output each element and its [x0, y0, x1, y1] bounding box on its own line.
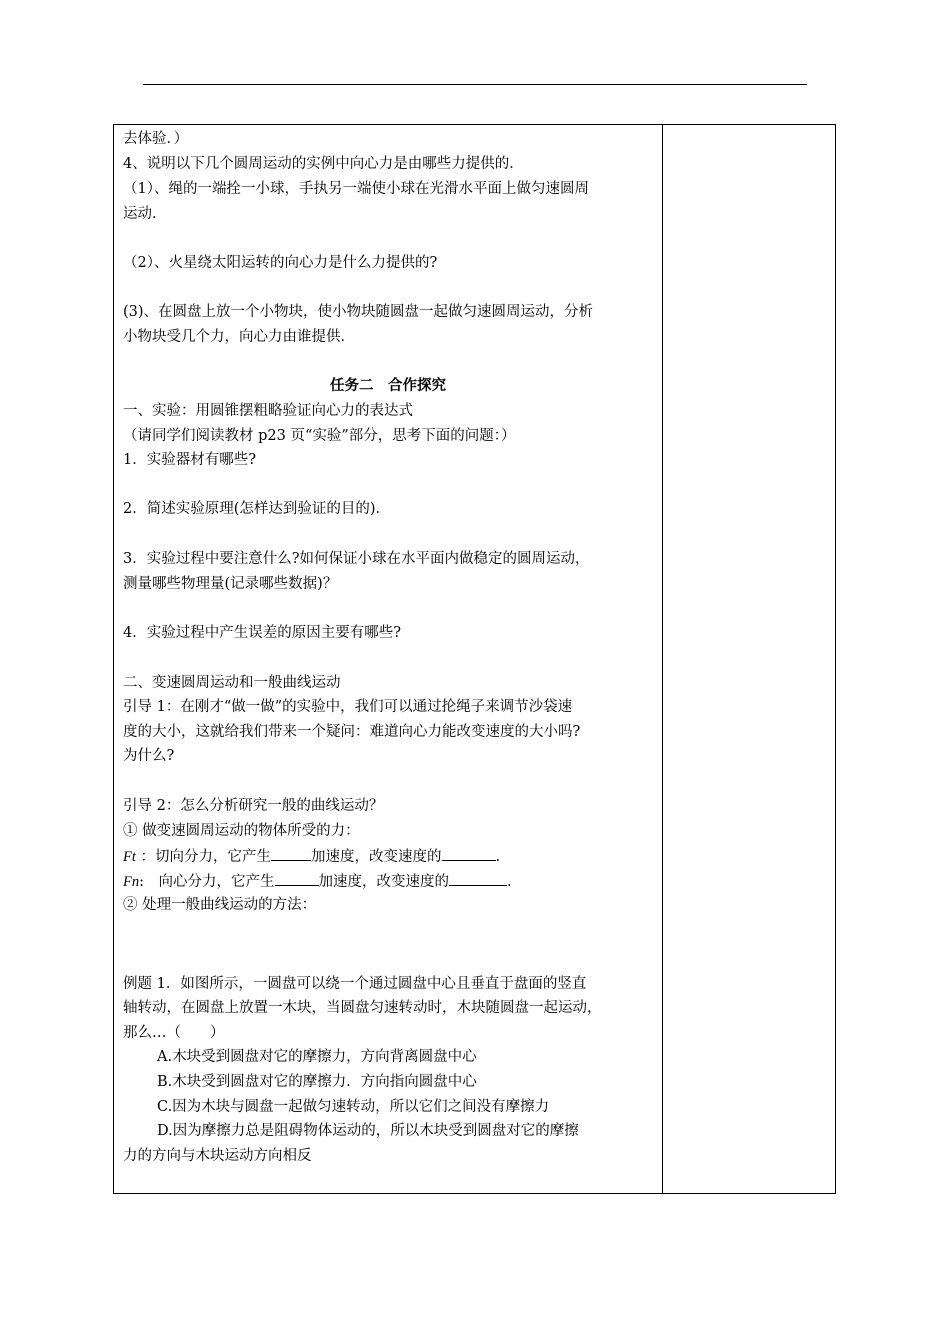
- fn-end: .: [507, 874, 512, 890]
- fn-blank-2[interactable]: [449, 871, 507, 886]
- ft-text-1: ：切向分力，它产生: [135, 849, 271, 865]
- question-4: 4、说明以下几个圆周运动的实例中向心力是由哪些力提供的．: [123, 156, 524, 172]
- example-1: 例题 1．如图所示，一圆盘可以绕一个通过圆盘中心且垂直于盘面的竖直: [123, 976, 587, 992]
- question-2: 2．简述实验原理(怎样达到验证的目的)．: [123, 501, 391, 517]
- text-line: 度的大小，这就给我们带来一个疑问：难道向心力能改变速度的大小吗?: [123, 724, 581, 740]
- question-1: 1．实验器材有哪些?: [123, 452, 256, 468]
- ft-text-2: 加速度，改变速度的: [311, 849, 442, 865]
- ft-symbol: Ft: [123, 849, 136, 865]
- ft-blank-1[interactable]: [271, 846, 311, 861]
- text-line: 为什么?: [123, 748, 175, 764]
- text-line: 力的方向与木块运动方向相反: [123, 1148, 312, 1164]
- text-line: 小物块受几个力，向心力由谁提供．: [123, 329, 355, 345]
- ft-line: [123, 846, 500, 867]
- header-rule: [143, 84, 807, 85]
- text-line: 去体验．）: [123, 131, 189, 147]
- subsection-heading: 二、变速圆周运动和一般曲线运动: [123, 675, 341, 691]
- text-line: 测量哪些物理量(记录哪些数据)？: [123, 576, 338, 592]
- fn-symbol: Fn: [123, 874, 140, 890]
- item-2: ② 处理一般曲线运动的方法：: [123, 897, 317, 913]
- option-c: C.因为木块与圆盘一起做匀速转动，所以它们之间没有摩擦力: [157, 1099, 550, 1115]
- text-line: 轴转动，在圆盘上放置一木块，当圆盘匀速转动时，木块随圆盘一起运动，: [123, 1000, 602, 1016]
- fn-blank-1[interactable]: [275, 871, 319, 886]
- text-line: 运动．: [123, 206, 167, 222]
- subsection-heading: 一、实验：用圆锥摆粗略验证向心力的表达式: [123, 403, 413, 419]
- worksheet-table: [113, 124, 836, 1194]
- fn-text-2: 加速度，改变速度的: [318, 874, 449, 890]
- option-a: A.木块受到圆盘对它的摩擦力，方向背离圆盘中心: [157, 1049, 477, 1065]
- ft-end: .: [495, 849, 501, 865]
- question-4-3: (3)、在圆盘上放一个小物块，使小物块随圆盘一起做匀速圆周运动，分析: [123, 304, 594, 320]
- question-4-2: （2）、火星绕太阳运转的向心力是什么力提供的?: [123, 255, 438, 271]
- question-4b: 4．实验过程中产生误差的原因主要有哪些?: [123, 625, 401, 641]
- question-4-1: （1）、绳的一端拴一小球，手执另一端使小球在光滑水平面上做匀速圆周: [123, 181, 589, 197]
- fn-line: [123, 871, 512, 892]
- item-1: ① 做变速圆周运动的物体所受的力：: [123, 823, 360, 839]
- column-divider: [662, 125, 663, 1193]
- guide-1: 引导 1：在刚才“做一做”的实验中，我们可以通过抡绳子来调节沙袋速: [123, 699, 573, 715]
- section-title: 任务二 合作探究: [330, 377, 446, 394]
- fn-text-1: : 向心分力，它产生: [139, 874, 275, 890]
- text-line: （请同学们阅读教材 p23 页“实验”部分，思考下面的问题：）: [123, 428, 516, 444]
- ft-blank-2[interactable]: [442, 846, 496, 861]
- option-b: B.木块受到圆盘对它的摩擦力．方向指向圆盘中心: [157, 1074, 477, 1090]
- option-d: D.因为摩擦力总是阻碍物体运动的，所以木块受到圆盘对它的摩擦: [157, 1123, 579, 1139]
- question-3: 3．实验过程中要注意什么?如何保证小球在水平面内做稳定的圆周运动，: [123, 551, 590, 567]
- text-line: 那么…（ ）: [123, 1025, 225, 1041]
- guide-2: 引导 2：怎么分析研究一般的曲线运动？: [123, 798, 384, 814]
